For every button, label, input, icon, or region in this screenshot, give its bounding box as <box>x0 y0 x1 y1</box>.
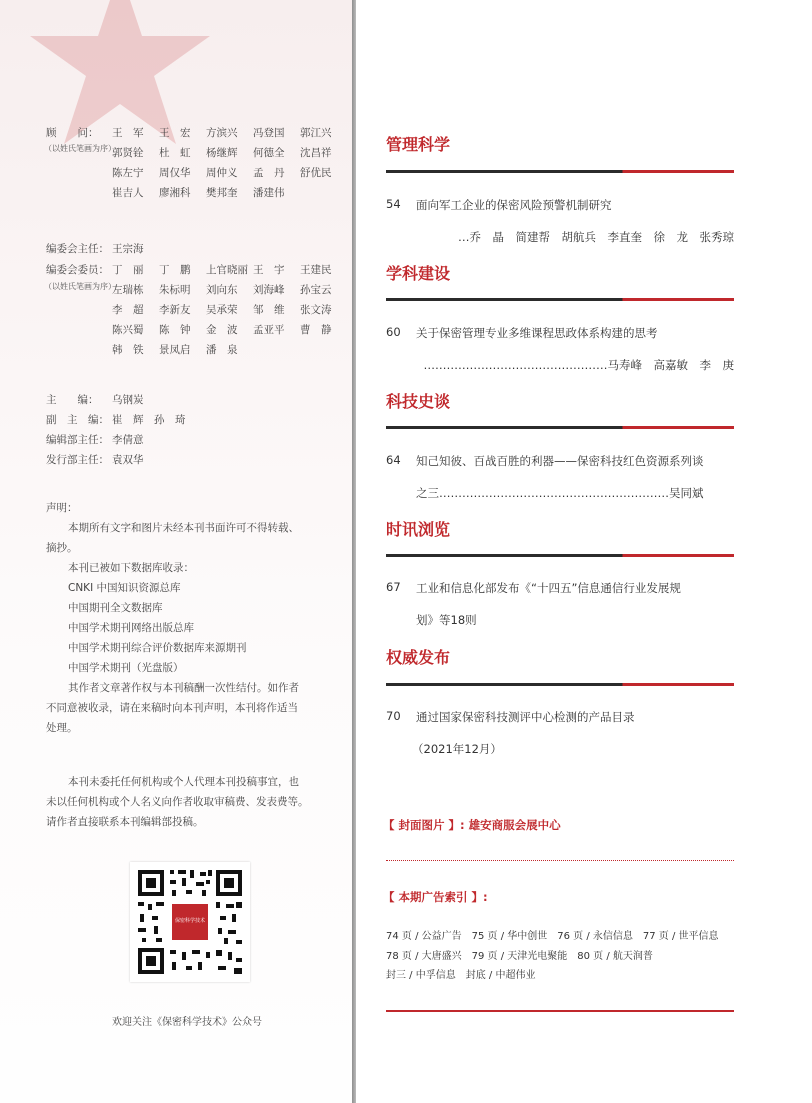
cover-label: 【 封面图片 】: <box>383 818 465 832</box>
advisor-name: 郭贤铨 <box>112 147 144 159</box>
advisor-name: 周仲义 <box>206 167 238 179</box>
advisor-name: 何德全 <box>253 147 285 159</box>
toc-title: 通过国家保密科技测评中心检测的产品目录 <box>416 710 635 724</box>
advisor-name: 崔吉人 <box>112 187 144 199</box>
section-rule <box>386 554 734 557</box>
advisor-row-2 <box>112 145 347 160</box>
advisor-name: 樊邦奎 <box>206 187 238 199</box>
editorial-director: 李倩意 <box>112 434 144 446</box>
section-rule <box>386 683 734 686</box>
advisor-name: 郭江兴 <box>300 127 332 139</box>
database-item: CNKI 中国知识资源总库 <box>68 582 181 594</box>
committee-name: 韩 铁 <box>112 344 144 356</box>
committee-name: 金 波 <box>206 324 238 336</box>
cover-image-info <box>383 817 561 833</box>
section-rule <box>386 298 734 301</box>
committee-name: 王 宇 <box>253 264 285 276</box>
toc-title: 工业和信息化部发布《“十四五”信息通信行业发展规 <box>416 581 681 595</box>
cover-text: 雄安商服会展中心 <box>468 818 561 832</box>
agent-line: 本刊未委托任何机构或个人代理本刊投稿事宜，也 <box>68 776 299 788</box>
committee-director-label: 编委会主任： <box>46 243 109 255</box>
committee-row-1 <box>112 262 347 277</box>
editorial-director-label: 编辑部主任： <box>46 434 109 446</box>
section-title: 学科建设 <box>386 264 451 283</box>
distribution-director-label: 发行部主任： <box>46 454 109 466</box>
statement-line: 本期所有文字和图片未经本刊书面许可不得转载、 <box>68 522 299 534</box>
agent-line: 未以任何机构或个人名义向作者收取审稿费、发表费等。 <box>46 796 309 808</box>
advisor-name: 舒优民 <box>300 167 332 179</box>
committee-name: 上官晓丽 <box>206 264 248 276</box>
toc-title-continued: 之三……………………………………………………吴同斌 <box>416 486 704 500</box>
committee-name: 曹 静 <box>300 324 332 336</box>
committee-name: 刘向东 <box>206 284 238 296</box>
toc-page: 67 <box>386 580 401 594</box>
fee-line: 不同意被收录，请在来稿时向本刊声明，本刊将作适当 <box>46 702 298 714</box>
toc-authors: …………………………………………马寿峰 高嘉敏 李 庚 <box>423 358 734 372</box>
database-item: 中国期刊全文数据库 <box>68 602 163 614</box>
committee-members-label: 编委会委员： <box>46 264 109 276</box>
advisor-label: 顾 问： <box>46 127 99 139</box>
agent-line: 请作者直接联系本刊编辑部投稿。 <box>46 816 204 828</box>
toc-title: 关于保密管理专业多维课程思政体系构建的思考 <box>416 326 658 340</box>
advisor-name: 沈昌祥 <box>300 147 332 159</box>
chief-editor: 乌钢炭 <box>112 394 144 406</box>
section-title: 权威发布 <box>386 648 451 667</box>
database-item: 中国学术期刊（光盘版） <box>68 662 184 674</box>
committee-name: 吴承荣 <box>206 304 238 316</box>
advisor-row-1 <box>112 125 347 140</box>
advisor-name: 方滨兴 <box>206 127 238 139</box>
advisor-name: 王 军 <box>112 127 144 139</box>
committee-note: （以姓氏笔画为序） <box>44 282 116 291</box>
toc-page: 64 <box>386 453 401 467</box>
ads-line: 74 页 / 公益广告 75 页 / 华中创世 76 页 / 永信信息 77 页 / 世平信息 <box>386 931 719 942</box>
committee-name: 孟亚平 <box>253 324 285 336</box>
toc-title-continued: （2021年12月） <box>412 742 502 756</box>
committee-director: 王宗海 <box>112 243 144 255</box>
advisor-row-3 <box>112 165 347 180</box>
toc-page: 70 <box>386 709 401 723</box>
committee-name: 张文涛 <box>300 304 332 316</box>
advisor-row-4 <box>112 185 300 200</box>
advisor-name: 杨继辉 <box>206 147 238 159</box>
section-rule <box>386 170 734 173</box>
chief-editor-label: 主 编： <box>46 394 99 406</box>
advisor-name: 杜 虹 <box>159 147 191 159</box>
toc-page: 54 <box>386 197 401 211</box>
committee-name: 孙宝云 <box>300 284 332 296</box>
section-title: 时讯浏览 <box>386 520 451 539</box>
database-item: 中国学术期刊综合评价数据库来源期刊 <box>68 642 247 654</box>
advisor-name: 陈左宁 <box>112 167 144 179</box>
advisor-name: 廖湘科 <box>159 187 191 199</box>
committee-row-3 <box>112 302 347 317</box>
distribution-director: 袁双华 <box>112 454 144 466</box>
advisor-name: 孟 丹 <box>253 167 285 179</box>
toc-title: 知己知彼、百战百胜的利器——保密科技红色资源系列谈 <box>416 454 704 468</box>
committee-row-4 <box>112 322 347 337</box>
page-divider <box>352 0 356 1103</box>
committee-name: 李新友 <box>159 304 191 316</box>
deputy-editors: 崔 辉 孙 琦 <box>112 414 186 426</box>
committee-name: 景凤启 <box>159 344 191 356</box>
committee-name: 李 超 <box>112 304 144 316</box>
section-title: 科技史谈 <box>386 392 451 411</box>
committee-name: 潘 泉 <box>206 344 238 356</box>
db-intro: 本刊已被如下数据库收录： <box>68 562 194 574</box>
cover-divider <box>386 860 734 861</box>
qr-code <box>130 862 250 982</box>
committee-name: 丁 鹏 <box>159 264 191 276</box>
database-item: 中国学术期刊网络出版总库 <box>68 622 194 634</box>
section-rule <box>386 426 734 429</box>
fee-line: 处理。 <box>46 722 78 734</box>
committee-name: 陈 钟 <box>159 324 191 336</box>
ads-line: 封三 / 中孚信息 封底 / 中超伟业 <box>386 970 536 981</box>
committee-name: 丁 丽 <box>112 264 144 276</box>
toc-title-continued: 划》等18则 <box>416 613 477 627</box>
toc-page: 60 <box>386 325 401 339</box>
advisor-note: （以姓氏笔画为序） <box>44 144 116 153</box>
bottom-rule <box>386 1010 734 1012</box>
committee-name: 王建民 <box>300 264 332 276</box>
advisor-name: 冯登国 <box>253 127 285 139</box>
advisor-name: 王 宏 <box>159 127 191 139</box>
committee-name: 陈兴蜀 <box>112 324 144 336</box>
deputy-editor-label: 副 主 编： <box>46 414 109 426</box>
toc-authors: …乔 晶 简建帮 胡航兵 李直奎 徐 龙 张秀琼 <box>458 230 734 244</box>
advisor-name: 周仅华 <box>159 167 191 179</box>
statement-title: 声明： <box>46 502 78 514</box>
qr-caption: 欢迎关注《保密科学技术》公众号 <box>112 1017 262 1028</box>
qr-center-label: 保密科学技术 <box>174 918 205 924</box>
committee-name: 朱标明 <box>159 284 191 296</box>
section-title: 管理科学 <box>386 135 451 154</box>
ads-line: 78 页 / 大唐盛兴 79 页 / 天津光电聚能 80 页 / 航天润普 <box>386 951 653 962</box>
committee-name: 刘海峰 <box>253 284 285 296</box>
ads-label: 【 本期广告索引 】: <box>383 890 488 904</box>
committee-row-2 <box>112 282 347 297</box>
fee-line: 其作者文章著作权与本刊稿酬一次性结付。如作者 <box>68 682 299 694</box>
committee-name: 左瑞栋 <box>112 284 144 296</box>
statement-line: 摘抄。 <box>46 542 78 554</box>
advisor-name: 潘建伟 <box>253 187 285 199</box>
committee-row-5 <box>112 342 253 357</box>
committee-name: 邹 维 <box>253 304 285 316</box>
toc-title: 面向军工企业的保密风险预警机制研究 <box>416 198 612 212</box>
